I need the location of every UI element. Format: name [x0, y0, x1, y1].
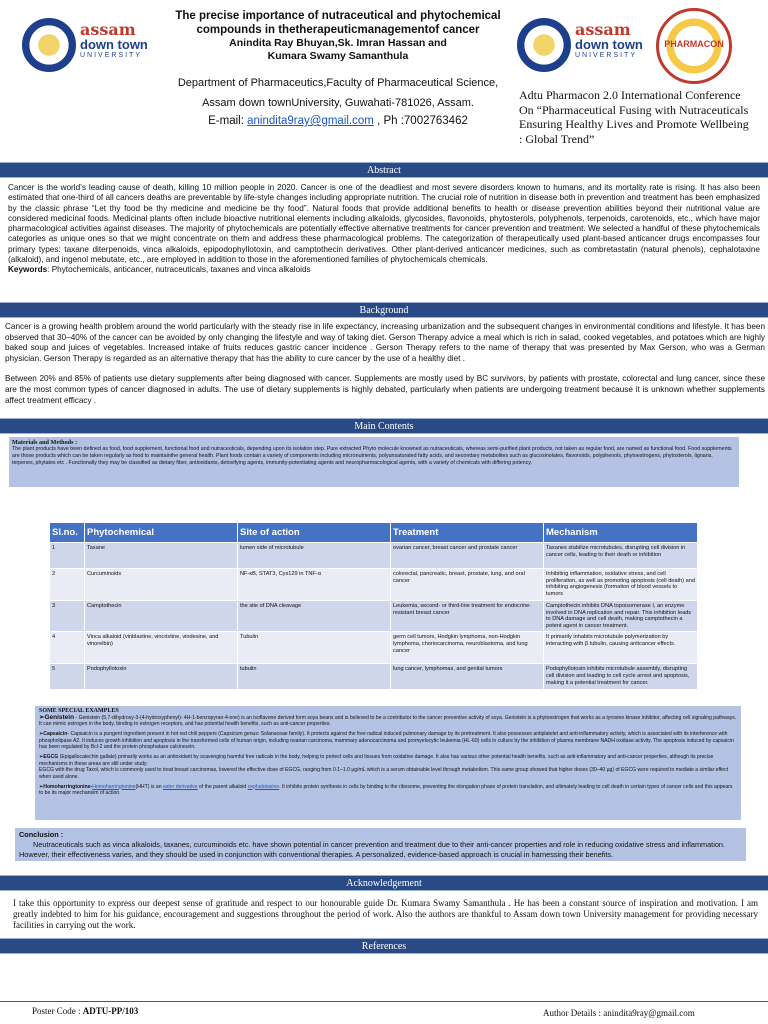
egcg-text: (Epigallocatechin gallate) primarily works as an antioxidant by scavenging harmful free radicals in the body, helping to protect cells and tissues from oxidative damage. It also has various other potential health benefits, such as anti-inflammatory and anti-cancer properties, although its precise mechanisms in these areas are still under study. [39, 754, 714, 767]
ester-derivative-link[interactable]: ester derivative [163, 783, 198, 790]
table-cell: It primarily inhabits microtubule polymerization by interacting with β tubulin, causing anticancer effects. [544, 632, 698, 664]
homoharringtonine-link[interactable]: Homoharringtonine [92, 783, 136, 790]
table-cell: Tubulin [238, 632, 391, 664]
logo-right-line1: assam [575, 20, 631, 39]
acknowledgement-text: I take this opportunity to express our deepest sense of gratitude and respect to our honourable guide Dr. Kumara Swamy Samanthula . He has been a constant source of inspiration and motivation. I am greatly indebted to him for his guidance, encouragement and suggestions throughout the period of work. Also the authors are thankful to Assam down town University management for providing necessary facilities in carrying out the work. [13, 898, 758, 930]
logo-left-line3: UNIVERSITY [80, 52, 143, 59]
materials-heading: Materials and Methods : [12, 439, 78, 446]
email-link[interactable]: anindita9ray@gmail.com [247, 115, 374, 127]
homoharringtonine-paragraph [39, 784, 737, 797]
homo-label: ➢Homoharringtonine- [39, 783, 93, 790]
main-contents-heading: Main Contents [0, 418, 768, 434]
table-cell: lumen side of microtubule [238, 543, 391, 569]
abstract-text: Cancer is the world’s leading cause of death, killing 10 million people in 2020. Cancer is one of the deadliest and most severe disorders known to humans, and its mortality rate is rising. It has also been estimated that one-third of all cancers deaths are preventable by life-style changes including appropriate nutrition. The crucial role of nutrition in disease both in prevention and treatment has been emphasized by the classic phrase “Let thy food be thy medicine and medicine be thy food”. Natural foods that provide additional benefits to health or disease prevention abilities beyond their nutritional value are considered medicinal foods. Medicinal plants often include bioactive nutritional elements including alkaloids, glycosides, flavonoids, phytosterols, polyphenols, terpenoids, carotenoids, etc., which have major pharmacological activities against diseases. The majority of phytochemicals are potentially effective alternative treatments for cancer prevention and treatment. We selected a handful of these phytochemicals categories as unique ones so that we might concentrate on them and address these pharmacological problems. The categorization of therapeutically used plant-based anticancer drugs encompasses four primary types: taxane diterpenoids, vinca alkaloids, epipodophyllotoxin, and camptothecin derivatives. Other plant-derived anticancer medicines, such as combretastatin (natural phenols), cephalotaxine (alkaloid), and ingenol mebutate, etc., are employed in addition to those in the aforementioned families of phytochemicals chemicals. [8, 183, 760, 265]
special-examples-panel [35, 706, 741, 820]
egcg-paragraph-2: EGCG with the drug Taxol, which is commonly used to treat breast carcinomas, lowered the effective dose of EGCG, ranging from 0.1–1.0 μg/mL which is a serum obtainable level through metabolism. This same group showed that higher doses (30–40 μg) of EGCG were required to mediate a similar effect when used alone. [39, 767, 729, 780]
capsaicin-text: - Capsaicin is a pungent ingredient present in hot red chili peppers (Capsicum genus: Solanaceae family). It protects against the free radical induced pulmonary damage by its pretreatment. It also possesses antiplatelet and anti-inflammatory activity, which is associated with its interference with phospholipase A2. It induces growth inhibition and apoptosis in the transformed cells of human origin, including ovarian carcinoma, mammary adenocarcinoma and promyelocytic leukemia (HL-60) cells in culture by the inhibition of plasma membrane NADH oxidase activity. The apoptosis induced by capsaicin has been regulated by Bcl-2 and the protein phosphatase calcineurin. [39, 731, 734, 750]
references-heading: References [0, 938, 768, 954]
poster-header [0, 0, 768, 158]
phytochemical-table [49, 522, 698, 690]
department: Department of Pharmaceutics,Faculty of Pharmaceutical Science, [177, 77, 499, 89]
table-cell: tubulin [238, 664, 391, 690]
university-logo-right [517, 18, 645, 74]
table-cell: Podophyllotoxin [85, 664, 238, 690]
table-header-cell: Treatment [391, 523, 544, 543]
logo-left-line1: assam [80, 20, 136, 39]
table-cell: ovarian cancer, breast cancer and prostate cancer [391, 543, 544, 569]
table-header-cell: Sl.no. [50, 523, 85, 543]
genistein-text: - Genistein (5,7-dihydroxy-3-(4-hydroxyphenyl)- 4H-1-benzopyran-4-one) is an isoflavone derived form soya beans and is believed to be a contributor to the cancer preventive activity of soya. Genistein is a phytoestrogen that works as a tyrosine kinase inhibitor, affecting cell signaling pathways. It can mimic estrogen in the body, binding to estrogen receptors, and has potential health benefits, such as anti-cancer properties. [39, 714, 737, 727]
egcg-label: ➢EGCG [39, 754, 59, 760]
acknowledgement-heading: Acknowledgement [0, 875, 768, 891]
logo-right-line2: down town [575, 37, 643, 52]
table-header-cell: Phytochemical [85, 523, 238, 543]
poster-code [32, 1006, 138, 1016]
keywords: : Phytochemicals, anticancer, nutraceuticals, taxanes and vinca alkaloids [47, 265, 311, 275]
table-cell: the site of DNA cleavage [238, 601, 391, 632]
table-header-row [50, 523, 698, 543]
table-header-cell: Site of action [238, 523, 391, 543]
table-cell: colorectal, pancreatic, breast, prostate, lung, and oral cancer [391, 569, 544, 601]
special-heading: SOME SPECIAL EXAMPLES [39, 708, 119, 714]
table-cell: germ cell tumors, Hodgkin lymphoma, non-Hodgkin lymphoma, choriocarcinoma, neuroblastoma, and lung cancer [391, 632, 544, 664]
university-logo-left [22, 18, 152, 74]
pharmacon-label: PHARMACON [664, 39, 724, 49]
conference-title: Adtu Pharmacon 2.0 International Conference On “Pharmaceutical Fusing with Nutraceuticals Ensuring Healthy Lives and Promote Wellbeing : Global Trend” [519, 88, 749, 146]
table-cell: 1 [50, 543, 85, 569]
homo-end: . It inhibits protein synthesis in cells by binding to the ribosome, preventing the elongation phase of protein translation, and ultimately leading to cell death in certain types of cancer cells and this appears to be its major mechanism of action. [39, 783, 733, 796]
logo-right-line3: UNIVERSITY [575, 52, 638, 59]
table-cell: 5 [50, 664, 85, 690]
table-cell: Camptothecin [85, 601, 238, 632]
capsaicin-paragraph [39, 731, 737, 751]
keywords-label: Keywords [8, 265, 48, 275]
poster-title: The precise importance of nutraceutical and phytochemical compounds in thetherapeuticmanagementof cancer [175, 10, 501, 36]
genistein-paragraph [39, 715, 737, 728]
table-row [50, 601, 698, 632]
table-cell: 2 [50, 569, 85, 601]
author-details: Author Details : anindita9ray@gmail.com [543, 1008, 695, 1018]
table-cell: lung cancer, lymphomas, and genital tumors [391, 664, 544, 690]
table-row [50, 569, 698, 601]
homo-mid2: of the parent alkaloid [197, 783, 248, 790]
capsaicin-label: ➢Capsaicin [39, 731, 68, 737]
table-cell: Podophyllotoxin inhibits microtubule assembly, disrupting cell division and leading to cell cycle arrest and apoptosis, making it a potential treatment for cancer. [544, 664, 698, 690]
egcg-paragraph [39, 754, 737, 767]
background-paragraph-2: Between 20% and 85% of patients use dietary supplements after being diagnosed with cancer. Supplements are mostly used by BC survivors, by patients with prostate, colorectal and lung cancer, since these are the most common types of cancer diagnosed in adults. The use of dietary supplements is highly debated, particularly when patients are undergoing treatment because it is unknown whether supplements affect treatment efficacy . [5, 374, 765, 405]
authors-line1: Anindita Ray Bhuyan,Sk. Imran Hassan and [229, 37, 447, 49]
materials-text: The plant products have been defined as food, food supplement, functional food and nutraceuticals, depending upon its isolation step. Pure extracted Phyto molecule knowned as nutraceuticals, whereas semi-purified plant products, not taken as regular food, are named as functional food. Food supplements are those products which can be taken regularly as food to maintainthe general health. Plant foods contain a variety of components including micronutrients, polyunsaturated fatty acids, and secondary metabolites such as glucosinolates, flavonoids, polyphenols, phytoestrogens, phytosterols, lignans, terpenes, phytates etc . Functionally they may be classified as dietary fiber, antioxidants, detoxifying agents, immunity-potentiating agents and neuropharmacological agents, with a variety of chemicals with differing potency. [12, 446, 732, 466]
authors-line2: Kumara Swamy Samanthula [267, 50, 409, 62]
pharmacon-logo [656, 8, 732, 84]
table-header-cell: Mechanism [544, 523, 698, 543]
table-cell: Curcuminoids [85, 569, 238, 601]
contact-line [158, 113, 518, 129]
conclusion-panel [15, 828, 746, 861]
cephalotaxine-link[interactable]: cephalotaxine [247, 783, 280, 790]
table-cell: NF-κB, STAT3, Cys129 in TNF-α [238, 569, 391, 601]
table-row [50, 543, 698, 569]
footer-divider [0, 1001, 768, 1002]
conclusion-label: Conclusion : [19, 830, 64, 839]
table-cell: 3 [50, 601, 85, 632]
email-label: E-mail: [208, 115, 248, 127]
poster-code-label: Poster Code : [32, 1006, 83, 1016]
table-cell: Inhibiting inflammation, oxidative stress, and cell proliferation, as well as promoting apoptosis (cell death) and inhibiting angiogenesis (formation of blood vessels to tumors [544, 569, 698, 601]
background-heading: Background [0, 302, 768, 318]
table-cell: Taxanes stabilize microtubules, disrupting cell division in cancer cells, leading to their death or inhibition [544, 543, 698, 569]
table-cell: Taxane [85, 543, 238, 569]
logo-left-line2: down town [80, 37, 148, 52]
university-seal-icon [22, 18, 76, 72]
genistein-label: ➢Genistein [39, 713, 75, 721]
homo-mid: (HHT) is an [135, 783, 164, 790]
table-cell: Vinca alkaloid (vinblastine, vincristine, vindesine, and vinorelbin) [85, 632, 238, 664]
phone: , Ph :7002763462 [373, 115, 468, 127]
conclusion-text: Neutraceuticals such as vinca alkaloids, taxanes, curcuminoids etc. have shown potential in cancer prevention and treatment due to their anti-cancer properties and role in reducing oxidative stress and inflammation. However, their effectiveness varies, and they should be used in conjunction with conventional therapies. A personalized, evidence-based approach is crucial in harnessing their benefits. [19, 840, 725, 859]
table-row [50, 664, 698, 690]
poster-code-value: ADTU-PP/103 [82, 1006, 139, 1016]
table-row [50, 632, 698, 664]
abstract-body [8, 183, 760, 276]
materials-methods-panel [9, 437, 739, 487]
table-cell: Leukemia, second- or third-line treatment for endocrine-resistant breast cancer [391, 601, 544, 632]
address: Assam down townUniversity, Guwahati-781026, Assam. [202, 97, 474, 109]
background-paragraph-1: Cancer is a growing health problem around the world particularly with the steady rise in life expectancy, increasing urbanization and the subsequent changes in environmental conditions and lifestyle. It has been observed that 30–40% of the cancer can be avoided by only changing the lifestyle and way of taking diet. Gerson Therapy advice a meal which is rich in salad, cooked vegetables, and potatoes which are highly baked soup and juices of vegetables. Increased intake of fruits reduces gastric cancer incidence . Gerson Therapy refers to the name of therapy that was presented by Max Gerson, who was a German physician. Gerson Therapy is regarded as an alternative therapy that has the ability to cure cancer by the use of a healthy diet . [5, 322, 765, 363]
university-seal-icon [517, 18, 571, 72]
title-block [158, 9, 518, 129]
abstract-heading: Abstract [0, 162, 768, 178]
table-cell: Camptothecin inhibits DNA topoisomerase I, an enzyme involved in DNA replication and repair. This inhibition leads to DNA damage and cell death, making camptothecin a potent agent in cancer treatment. [544, 601, 698, 632]
background-body [5, 322, 765, 406]
table-cell: 4 [50, 632, 85, 664]
